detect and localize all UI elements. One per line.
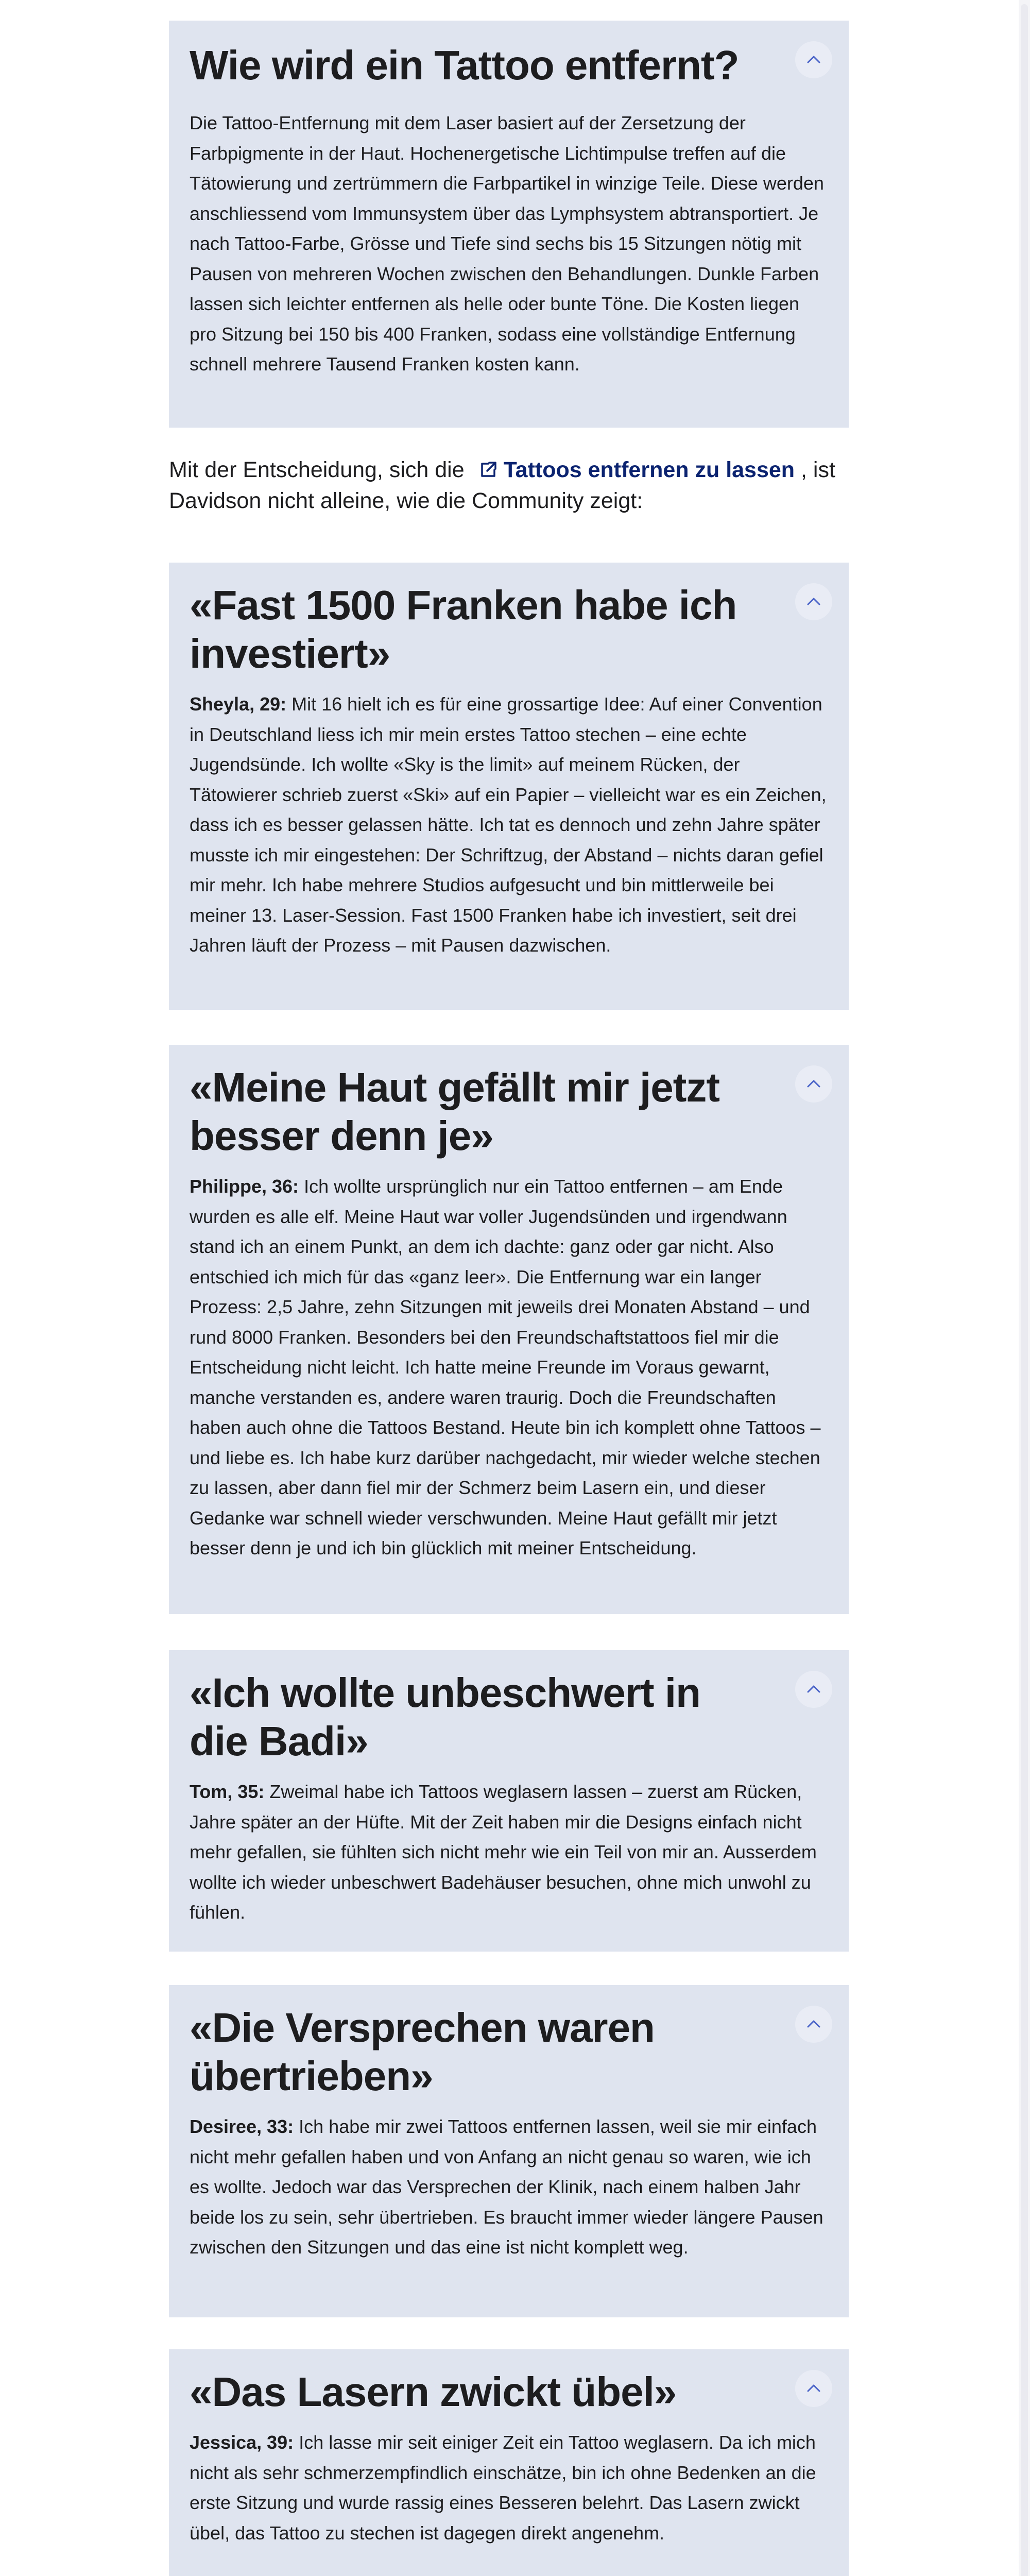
story-collapse-button[interactable]	[795, 583, 832, 620]
info-box-tattoo-removal	[169, 21, 849, 428]
story-author: Sheyla, 29:	[190, 693, 287, 715]
story-body: Zweimal habe ich Tattoos weglasern lassen – zuerst am Rücken, Jahre später an der Hüfte. Mit der Zeit haben mir die Designs einfach nicht mehr gefallen, sie fühlten sich nicht mehr wie ein Teil von mir an. Ausserdem wollte ich wieder unbeschwert Badehäuser besuchen, ohne mich unwohl zu fühlen.	[190, 1781, 817, 1923]
tattoo-removal-link[interactable]: Tattoos entfernen zu lassen	[503, 457, 795, 482]
story-body: Ich wollte ursprünglich nur ein Tattoo entfernen – am Ende wurden es alle elf. Meine Haut war voller Jugendsünden und irgendwann stand ich an einem Punkt, an dem ich dachte: ganz oder gar nicht. Also entschied ich mich für das «ganz leer». Die Entfernung war ein langer Prozess: 2,5 Jahre, zehn Sitzungen mit jeweils drei Monaten Abstand – und rund 8000 Franken. Besonders bei den Freundschaftstattoos fiel mir die Entscheidung nicht leicht. Ich hatte meine Freunde im Voraus gewarnt, manche verstanden es, andere waren traurig. Doch die Freundschaften haben auch ohne die Tattoos Bestand. Heute bin ich komplett ohne Tattoos – und liebe es. Ich habe kurz darüber nachgedacht, mir wieder welche stechen zu lassen, aber dann fiel mir der Schmerz beim Lasern ein, und dieser Gedanke war schnell wieder verschwunden. Meine Haut gefällt mir jetzt besser denn je und ich bin glücklich mit meiner Entscheidung.	[190, 1176, 821, 1558]
story-title: «Fast 1500 Franken habe ich investiert»	[190, 582, 737, 676]
story-box-tom	[169, 1650, 849, 1952]
story-title: «Ich wollte unbeschwert in die Badi»	[190, 1670, 700, 1764]
story-title: «Das Lasern zwickt übel»	[190, 2369, 677, 2415]
story-text	[190, 2112, 828, 2263]
chevron-up-icon	[804, 50, 823, 69]
scrollbar-thumb[interactable]	[1021, 4, 1028, 2576]
story-author: Tom, 35:	[190, 1781, 265, 1802]
story-text	[190, 2428, 828, 2548]
intro-text-before: Mit der Entscheidung, sich die	[169, 457, 465, 482]
story-box-desiree	[169, 1985, 849, 2317]
info-box-text: Die Tattoo-Entfernung mit dem Laser basiert auf der Zersetzung der Farbpigmente in der Haut. Hochenergetische Lichtimpulse treffen auf die Tätowierung und zertrümmern die Farbpartikel in winzige Teile. Diese werden anschliessend vom Immunsystem über das Lymphsystem abtransportiert. Je nach Tattoo-Farbe, Grösse und Tiefe sind sechs bis 15 Sitzungen nötig mit Pausen von mehreren Wochen zwischen den Behandlungen. Dunkle Farben lassen sich leichter entfernen als helle oder bunte Töne. Die Kosten liegen pro Sitzung bei 150 bis 400 Franken, sodass eine vollständige Entfernung schnell mehrere Tausend Franken kosten kann.	[190, 112, 824, 375]
intro-text-after: , ist Davidson nicht alleine, wie die Community zeigt:	[169, 457, 835, 513]
story-box-philippe	[169, 1045, 849, 1614]
story-author: Philippe, 36:	[190, 1176, 299, 1197]
story-body: Ich lasse mir seit einiger Zeit ein Tattoo weglasern. Da ich mich nicht als sehr schmerzempfindlich einschätze, bin ich ohne Bedenken an die erste Sitzung und wurde rassig eines Besseren belehrt. Das Lasern zwickt übel, das Tattoo zu stechen ist dagegen direkt angenehm.	[190, 2432, 816, 2544]
info-box-title: Wie wird ein Tattoo entfernt?	[190, 42, 739, 88]
story-collapse-button[interactable]	[795, 1671, 832, 1708]
chevron-up-icon	[804, 592, 823, 611]
story-text	[190, 1172, 828, 1564]
story-box-jessica	[169, 2349, 849, 2576]
info-box-collapse-button[interactable]	[795, 41, 832, 78]
story-text	[190, 1777, 828, 1928]
external-link-icon	[478, 460, 499, 480]
chevron-up-icon	[804, 2379, 823, 2398]
story-collapse-button[interactable]	[795, 2370, 832, 2407]
story-box-sheyla	[169, 563, 849, 1010]
story-title: «Die Versprechen waren übertrieben»	[190, 2005, 655, 2099]
story-text	[190, 689, 828, 961]
chevron-up-icon	[804, 1075, 823, 1093]
story-collapse-button[interactable]	[795, 1065, 832, 1103]
story-title: «Meine Haut gefällt mir jetzt besser denn je»	[190, 1064, 719, 1159]
story-body: Ich habe mir zwei Tattoos entfernen lassen, weil sie mir einfach nicht mehr gefallen haben und von Anfang an nicht genau so waren, wie ich es wollte. Jedoch war das Versprechen der Klinik, nach einem halben Jahr beide los zu sein, sehr übertrieben. Es braucht immer wieder längere Pausen zwischen den Sitzungen und das eine ist nicht komplett weg.	[190, 2116, 823, 2258]
story-author: Desiree, 33:	[190, 2116, 294, 2137]
chevron-up-icon	[804, 1680, 823, 1699]
intro-paragraph	[169, 454, 849, 516]
story-author: Jessica, 39:	[190, 2432, 294, 2453]
chevron-up-icon	[804, 2015, 823, 2033]
story-collapse-button[interactable]	[795, 2006, 832, 2043]
page-scrollbar[interactable]	[1019, 0, 1030, 2576]
story-body: Mit 16 hielt ich es für eine grossartige Idee: Auf einer Convention in Deutschland liess ich mir mein erstes Tattoo stechen – eine echte Jugendsünde. Ich wollte «Sky is the limit» auf meinem Rücken, der Tätowierer schrieb zuerst «Ski» auf ein Papier – vielleicht war es ein Zeichen, dass ich es besser gelassen hätte. Ich tat es dennoch und zehn Jahre später musste ich mir eingestehen: Der Schriftzug, der Abstand – nichts daran gefiel mir mehr. Ich habe mehrere Studios aufgesucht und bin mittlerweile bei meiner 13. Laser-Session. Fast 1500 Franken habe ich investiert, seit drei Jahren läuft der Prozess – mit Pausen dazwischen.	[190, 693, 827, 956]
